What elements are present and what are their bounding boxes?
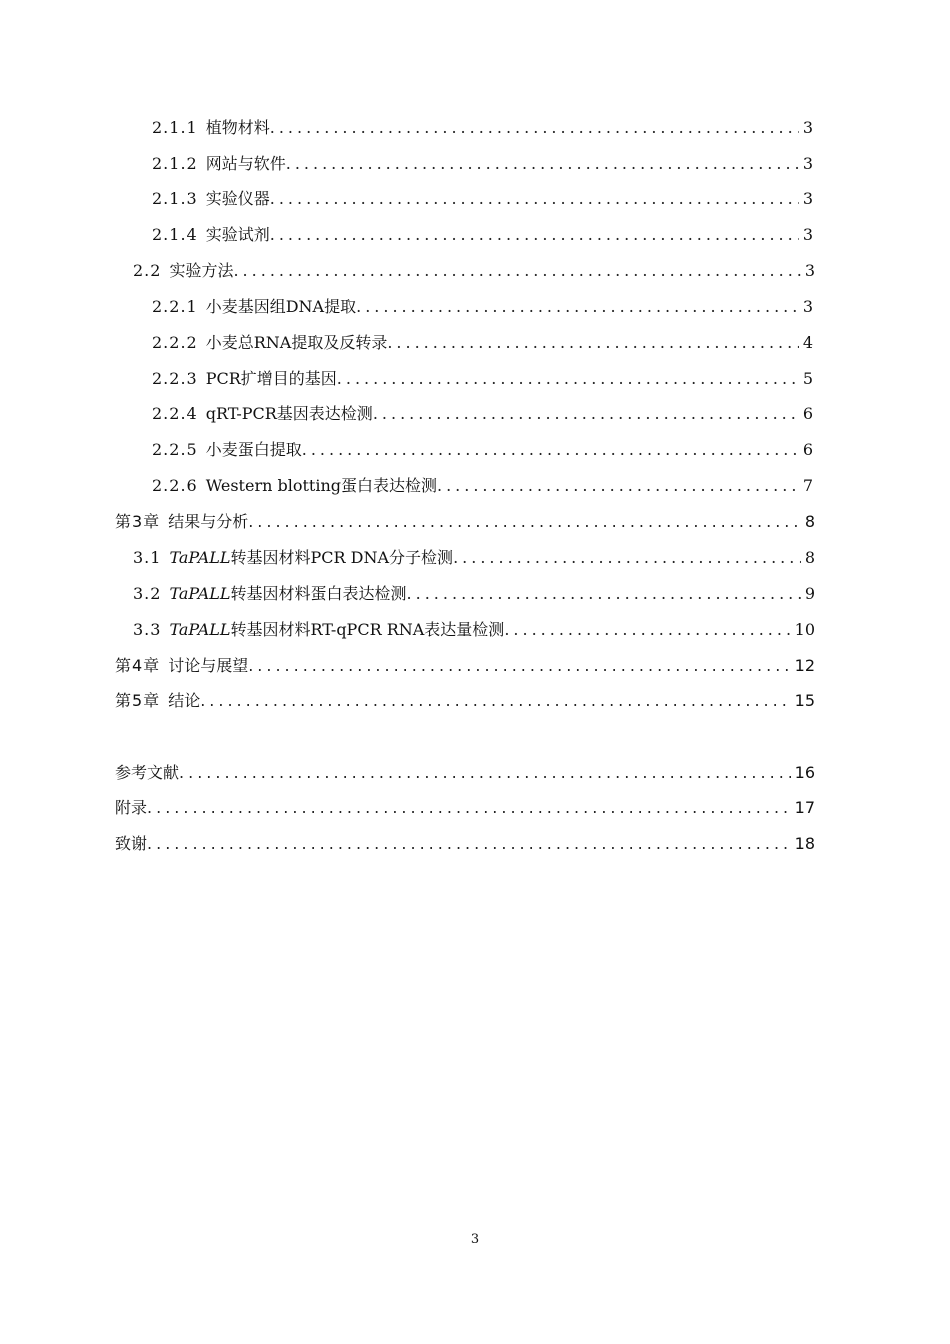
toc-entry-number: 2.1.4 [152, 225, 198, 244]
toc-entry-number: 2.2.3 [152, 369, 198, 388]
gene-name: TaPALL [169, 620, 231, 639]
toc-entry-number: 2.1.2 [152, 154, 198, 173]
toc-entry-page: 8 [804, 512, 815, 531]
toc-entry-page: 7 [802, 476, 813, 495]
toc-entry-page: 3 [802, 118, 813, 137]
toc-entry-page: 10 [794, 620, 815, 639]
dot-leader [286, 152, 799, 176]
toc-entry-page: 12 [794, 656, 815, 675]
gene-name: TaPALL [169, 548, 231, 567]
dot-leader [147, 832, 791, 856]
toc-chapter-entry[interactable] [115, 510, 815, 534]
dot-leader [248, 510, 801, 534]
dot-leader [270, 116, 799, 140]
dot-leader [437, 474, 799, 498]
toc-entry-title: 致谢 [115, 834, 148, 853]
toc-entry-page: 5 [802, 369, 813, 388]
toc-entry-title: 转基因材料PCR DNA分子检测 [230, 548, 454, 567]
toc-entry-page: 18 [794, 834, 815, 853]
toc-entry-page: 3 [802, 225, 813, 244]
toc-entry-title: 转基因材料RT-qPCR RNA表达量检测 [230, 620, 505, 639]
dot-leader [270, 187, 799, 211]
toc-entry[interactable] [133, 618, 815, 642]
toc-entry-title: PCR扩增目的基因 [205, 369, 337, 388]
dot-leader [248, 654, 790, 678]
toc-entry-title: 结论 [168, 691, 201, 710]
toc-entry-title: 实验仪器 [205, 189, 270, 208]
toc-entry[interactable] [152, 402, 815, 426]
toc-entry[interactable] [133, 546, 815, 570]
toc-entry-number: 第5章 [115, 691, 161, 710]
dot-leader [302, 438, 799, 462]
dot-leader [270, 223, 799, 247]
dot-leader [373, 402, 799, 426]
toc-entry-number: 第3章 [115, 512, 161, 531]
toc-entry[interactable] [152, 152, 815, 176]
dot-leader [179, 761, 791, 785]
toc-entry-number: 2.2.1 [152, 297, 198, 316]
toc-entry-number: 2.1.1 [152, 118, 198, 137]
dot-leader [407, 582, 801, 606]
dot-leader [147, 796, 791, 820]
toc-entry-title: qRT-PCR基因表达检测 [205, 404, 373, 423]
toc-entry-number: 3.2 [133, 584, 162, 603]
toc-entry[interactable] [152, 187, 815, 211]
toc-entry-title: 小麦基因组DNA提取 [205, 297, 357, 316]
toc-entry-title: 实验试剂 [205, 225, 270, 244]
toc-entry-page: 17 [794, 798, 815, 817]
toc-entry-page: 3 [802, 297, 813, 316]
toc-entry-title: 讨论与展望 [168, 656, 249, 675]
toc-entry[interactable] [133, 259, 815, 283]
toc-entry-page: 16 [794, 763, 815, 782]
toc-entry-title: 小麦蛋白提取 [205, 440, 302, 459]
toc-chapter-entry[interactable] [115, 654, 815, 678]
toc-entry-page: 4 [802, 333, 813, 352]
toc-entry-number: 第4章 [115, 656, 161, 675]
toc-entry[interactable] [133, 582, 815, 606]
toc-entry-title: 植物材料 [205, 118, 270, 137]
toc-entry-number: 3.3 [133, 620, 162, 639]
dot-leader [337, 367, 799, 391]
toc-entry-page: 6 [802, 404, 813, 423]
toc-entry-title: 附录 [115, 798, 148, 817]
toc-entry[interactable] [152, 295, 815, 319]
toc-chapter-entry[interactable] [115, 761, 815, 785]
toc-chapter-entry[interactable] [115, 689, 815, 713]
toc-entry-number: 2.2.6 [152, 476, 198, 495]
toc-entry-number: 2.2.2 [152, 333, 198, 352]
toc-entry-page: 3 [804, 261, 815, 280]
toc-chapter-entry[interactable] [115, 832, 815, 856]
page-number: 3 [470, 1232, 480, 1247]
toc-entry-title: 网站与软件 [205, 154, 286, 173]
toc-entry-page: 8 [804, 548, 815, 567]
toc-entry[interactable] [152, 367, 815, 391]
toc-entry-page: 3 [802, 189, 813, 208]
toc-entry-number: 2.1.3 [152, 189, 198, 208]
toc-entry-title: Western blotting蛋白表达检测 [205, 476, 437, 495]
dot-leader [233, 259, 800, 283]
toc-entry-page: 15 [794, 691, 815, 710]
dot-leader [200, 689, 790, 713]
dot-leader [356, 295, 799, 319]
toc-entry-number: 3.1 [133, 548, 162, 567]
toc-entry[interactable] [152, 331, 815, 355]
toc-entry-number: 2.2.4 [152, 404, 198, 423]
toc-entry[interactable] [152, 116, 815, 140]
toc-entry-title: 参考文献 [115, 763, 180, 782]
toc-entry[interactable] [152, 474, 815, 498]
toc-entry[interactable] [152, 223, 815, 247]
toc-entry-number: 2.2 [133, 261, 162, 280]
toc-entry-title: 转基因材料蛋白表达检测 [230, 584, 407, 603]
dot-leader [387, 331, 798, 355]
toc-entry[interactable] [152, 438, 815, 462]
gene-name: TaPALL [169, 584, 231, 603]
toc-entry-number: 2.2.5 [152, 440, 198, 459]
dot-leader [453, 546, 801, 570]
toc-entry-page: 6 [802, 440, 813, 459]
toc-entry-title: 小麦总RNA提取及反转录 [205, 333, 388, 352]
toc-entry-title: 结果与分析 [168, 512, 249, 531]
toc-chapter-entry[interactable] [115, 796, 815, 820]
toc-entry-page: 9 [804, 584, 815, 603]
dot-leader [504, 618, 790, 642]
toc-entry-page: 3 [802, 154, 813, 173]
toc-entry-title: 实验方法 [169, 261, 234, 280]
